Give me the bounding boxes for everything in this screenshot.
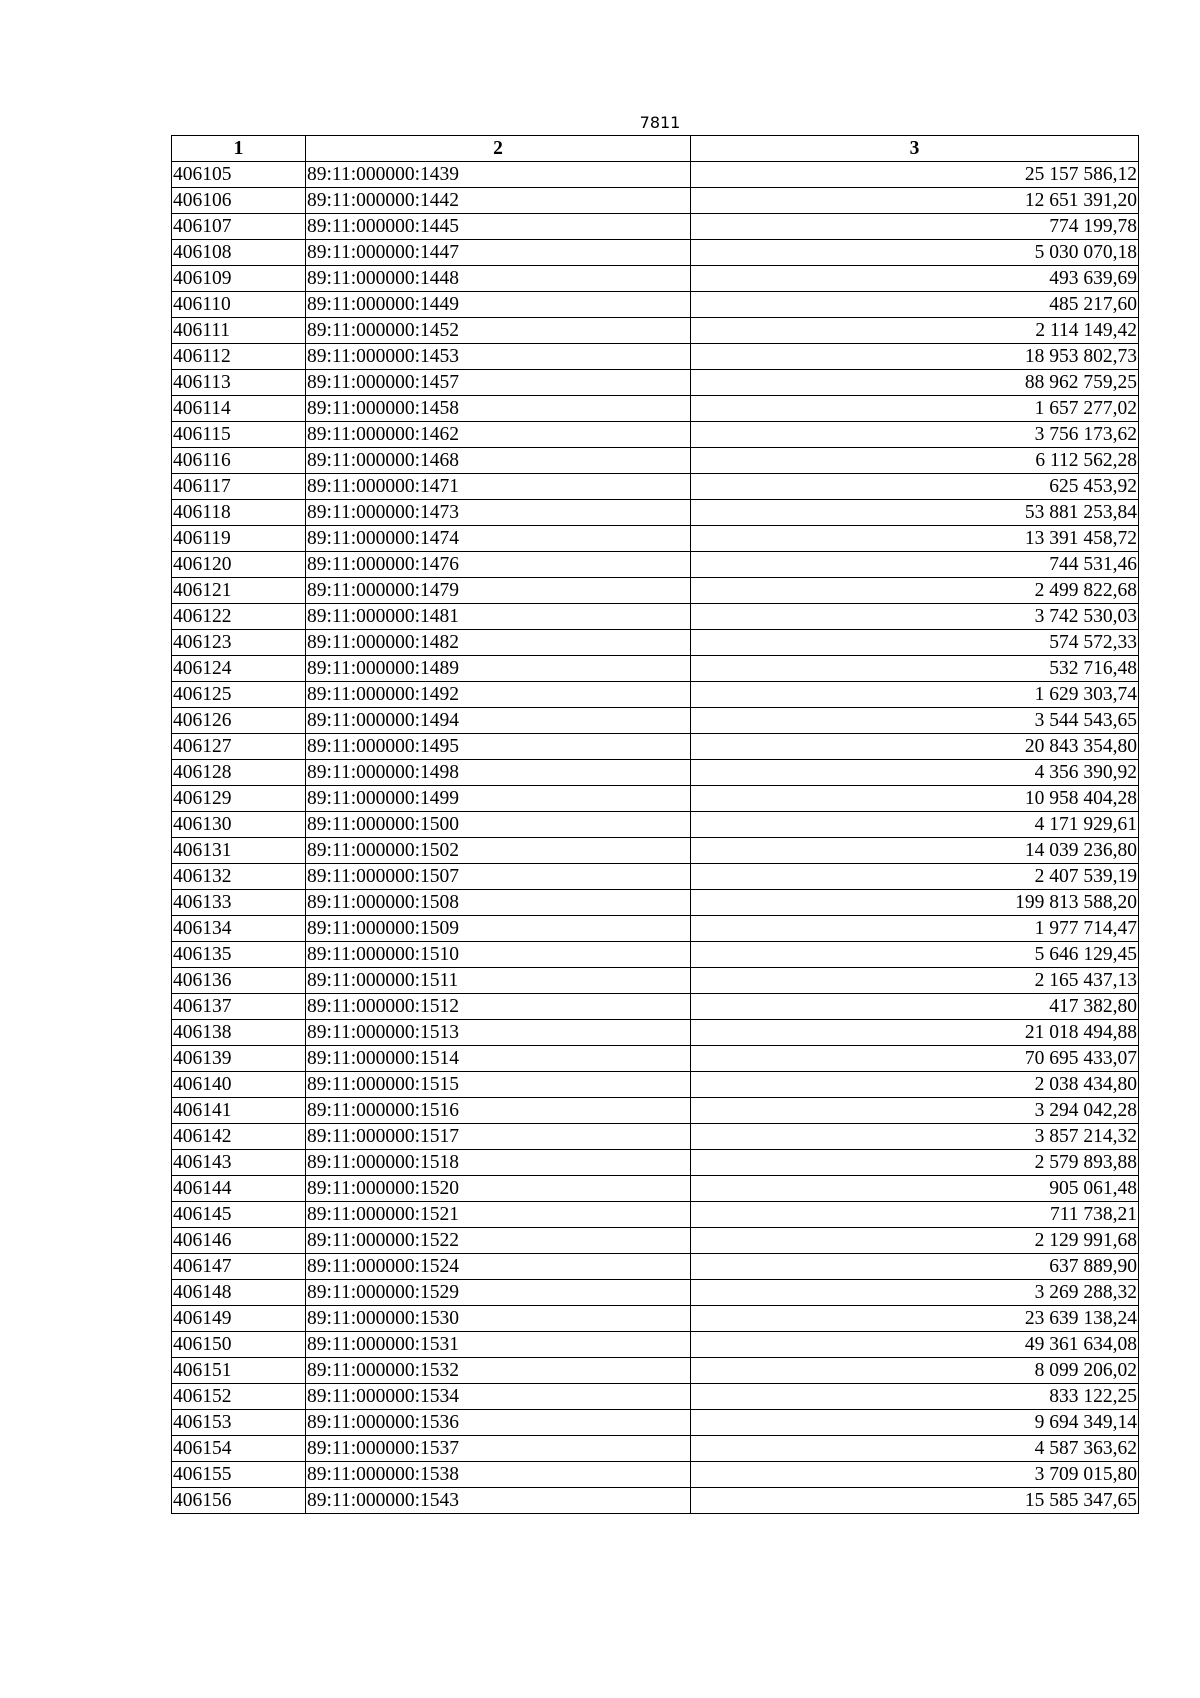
value-cell: 1 977 714,47 (691, 916, 1139, 942)
table-row (172, 1358, 1139, 1384)
row-number-cell: 406126 (172, 708, 306, 734)
row-number-cell: 406125 (172, 682, 306, 708)
row-number-cell: 406138 (172, 1020, 306, 1046)
row-number-cell: 406129 (172, 786, 306, 812)
value-cell: 4 171 929,61 (691, 812, 1139, 838)
cadastral-number-cell: 89:11:000000:1514 (306, 1046, 691, 1072)
value-cell: 4 587 363,62 (691, 1436, 1139, 1462)
value-cell: 21 018 494,88 (691, 1020, 1139, 1046)
cadastral-number-cell: 89:11:000000:1482 (306, 630, 691, 656)
table-row (172, 552, 1139, 578)
table-row (172, 214, 1139, 240)
cadastral-number-cell: 89:11:000000:1489 (306, 656, 691, 682)
table-row (172, 1410, 1139, 1436)
table-row (172, 604, 1139, 630)
table-row (172, 1462, 1139, 1488)
table-row (172, 916, 1139, 942)
table-row (172, 1046, 1139, 1072)
value-cell: 199 813 588,20 (691, 890, 1139, 916)
value-cell: 20 843 354,80 (691, 734, 1139, 760)
row-number-cell: 406143 (172, 1150, 306, 1176)
table-row (172, 682, 1139, 708)
cadastral-number-cell: 89:11:000000:1498 (306, 760, 691, 786)
value-cell: 3 857 214,32 (691, 1124, 1139, 1150)
row-number-cell: 406156 (172, 1488, 306, 1514)
cadastral-number-cell: 89:11:000000:1510 (306, 942, 691, 968)
table-row (172, 786, 1139, 812)
cadastral-number-cell: 89:11:000000:1473 (306, 500, 691, 526)
cadastral-number-cell: 89:11:000000:1524 (306, 1254, 691, 1280)
table-row (172, 1228, 1139, 1254)
value-cell: 53 881 253,84 (691, 500, 1139, 526)
cadastral-number-cell: 89:11:000000:1532 (306, 1358, 691, 1384)
value-cell: 493 639,69 (691, 266, 1139, 292)
table-row (172, 1488, 1139, 1514)
value-cell: 25 157 586,12 (691, 162, 1139, 188)
value-cell: 2 407 539,19 (691, 864, 1139, 890)
row-number-cell: 406147 (172, 1254, 306, 1280)
cadastral-number-cell: 89:11:000000:1518 (306, 1150, 691, 1176)
table-row (172, 1384, 1139, 1410)
cadastral-number-cell: 89:11:000000:1447 (306, 240, 691, 266)
table-row (172, 760, 1139, 786)
value-cell: 2 499 822,68 (691, 578, 1139, 604)
value-cell: 14 039 236,80 (691, 838, 1139, 864)
row-number-cell: 406153 (172, 1410, 306, 1436)
cadastral-number-cell: 89:11:000000:1449 (306, 292, 691, 318)
row-number-cell: 406136 (172, 968, 306, 994)
table-row (172, 266, 1139, 292)
value-cell: 15 585 347,65 (691, 1488, 1139, 1514)
value-cell: 1 657 277,02 (691, 396, 1139, 422)
row-number-cell: 406107 (172, 214, 306, 240)
table-row (172, 1098, 1139, 1124)
table-row (172, 188, 1139, 214)
row-number-cell: 406140 (172, 1072, 306, 1098)
row-number-cell: 406130 (172, 812, 306, 838)
value-cell: 905 061,48 (691, 1176, 1139, 1202)
page-number: 7811 (639, 113, 681, 132)
cadastral-number-cell: 89:11:000000:1457 (306, 370, 691, 396)
row-number-cell: 406145 (172, 1202, 306, 1228)
table-row (172, 630, 1139, 656)
table-row (172, 240, 1139, 266)
row-number-cell: 406114 (172, 396, 306, 422)
row-number-cell: 406127 (172, 734, 306, 760)
cadastral-number-cell: 89:11:000000:1462 (306, 422, 691, 448)
value-cell: 485 217,60 (691, 292, 1139, 318)
table-row (172, 1176, 1139, 1202)
value-cell: 2 038 434,80 (691, 1072, 1139, 1098)
cadastral-number-cell: 89:11:000000:1445 (306, 214, 691, 240)
value-cell: 417 382,80 (691, 994, 1139, 1020)
row-number-cell: 406108 (172, 240, 306, 266)
cadastral-number-cell: 89:11:000000:1499 (306, 786, 691, 812)
cadastral-number-cell: 89:11:000000:1500 (306, 812, 691, 838)
row-number-cell: 406155 (172, 1462, 306, 1488)
row-number-cell: 406105 (172, 162, 306, 188)
data-table (171, 135, 1139, 1514)
table-row (172, 812, 1139, 838)
row-number-cell: 406131 (172, 838, 306, 864)
row-number-cell: 406141 (172, 1098, 306, 1124)
cadastral-number-cell: 89:11:000000:1517 (306, 1124, 691, 1150)
row-number-cell: 406119 (172, 526, 306, 552)
table-row (172, 942, 1139, 968)
row-number-cell: 406118 (172, 500, 306, 526)
column-header-1: 1 (172, 136, 306, 162)
row-number-cell: 406123 (172, 630, 306, 656)
row-number-cell: 406132 (172, 864, 306, 890)
cadastral-number-cell: 89:11:000000:1492 (306, 682, 691, 708)
table-row (172, 162, 1139, 188)
table-row (172, 1280, 1139, 1306)
value-cell: 3 742 530,03 (691, 604, 1139, 630)
cadastral-number-cell: 89:11:000000:1481 (306, 604, 691, 630)
row-number-cell: 406112 (172, 344, 306, 370)
cadastral-number-cell: 89:11:000000:1537 (306, 1436, 691, 1462)
table-row (172, 1254, 1139, 1280)
cadastral-number-cell: 89:11:000000:1522 (306, 1228, 691, 1254)
cadastral-number-cell: 89:11:000000:1495 (306, 734, 691, 760)
table-row (172, 1332, 1139, 1358)
value-cell: 2 165 437,13 (691, 968, 1139, 994)
row-number-cell: 406116 (172, 448, 306, 474)
row-number-cell: 406106 (172, 188, 306, 214)
value-cell: 3 756 173,62 (691, 422, 1139, 448)
table-row (172, 708, 1139, 734)
cadastral-number-cell: 89:11:000000:1531 (306, 1332, 691, 1358)
row-number-cell: 406110 (172, 292, 306, 318)
row-number-cell: 406115 (172, 422, 306, 448)
row-number-cell: 406109 (172, 266, 306, 292)
table-row (172, 578, 1139, 604)
value-cell: 13 391 458,72 (691, 526, 1139, 552)
cadastral-number-cell: 89:11:000000:1509 (306, 916, 691, 942)
value-cell: 2 129 991,68 (691, 1228, 1139, 1254)
row-number-cell: 406128 (172, 760, 306, 786)
row-number-cell: 406113 (172, 370, 306, 396)
row-number-cell: 406142 (172, 1124, 306, 1150)
table-row (172, 1306, 1139, 1332)
cadastral-number-cell: 89:11:000000:1476 (306, 552, 691, 578)
row-number-cell: 406154 (172, 1436, 306, 1462)
cadastral-number-cell: 89:11:000000:1502 (306, 838, 691, 864)
table-row (172, 864, 1139, 890)
row-number-cell: 406144 (172, 1176, 306, 1202)
cadastral-number-cell: 89:11:000000:1513 (306, 1020, 691, 1046)
cadastral-number-cell: 89:11:000000:1442 (306, 188, 691, 214)
table-row (172, 448, 1139, 474)
value-cell: 23 639 138,24 (691, 1306, 1139, 1332)
row-number-cell: 406117 (172, 474, 306, 500)
cadastral-number-cell: 89:11:000000:1536 (306, 1410, 691, 1436)
cadastral-number-cell: 89:11:000000:1520 (306, 1176, 691, 1202)
row-number-cell: 406150 (172, 1332, 306, 1358)
table-row (172, 396, 1139, 422)
table-row (172, 1124, 1139, 1150)
cadastral-number-cell: 89:11:000000:1494 (306, 708, 691, 734)
cadastral-number-cell: 89:11:000000:1530 (306, 1306, 691, 1332)
table-row (172, 370, 1139, 396)
table-row (172, 1072, 1139, 1098)
row-number-cell: 406111 (172, 318, 306, 344)
value-cell: 1 629 303,74 (691, 682, 1139, 708)
value-cell: 6 112 562,28 (691, 448, 1139, 474)
value-cell: 8 099 206,02 (691, 1358, 1139, 1384)
cadastral-number-cell: 89:11:000000:1543 (306, 1488, 691, 1514)
value-cell: 637 889,90 (691, 1254, 1139, 1280)
value-cell: 12 651 391,20 (691, 188, 1139, 214)
table-row (172, 1020, 1139, 1046)
row-number-cell: 406139 (172, 1046, 306, 1072)
value-cell: 9 694 349,14 (691, 1410, 1139, 1436)
table-row (172, 474, 1139, 500)
cadastral-number-cell: 89:11:000000:1507 (306, 864, 691, 890)
table-row (172, 734, 1139, 760)
row-number-cell: 406120 (172, 552, 306, 578)
cadastral-number-cell: 89:11:000000:1453 (306, 344, 691, 370)
column-header-3: 3 (691, 136, 1139, 162)
row-number-cell: 406148 (172, 1280, 306, 1306)
table-row (172, 500, 1139, 526)
cadastral-number-cell: 89:11:000000:1516 (306, 1098, 691, 1124)
row-number-cell: 406152 (172, 1384, 306, 1410)
value-cell: 10 958 404,28 (691, 786, 1139, 812)
table-row (172, 656, 1139, 682)
value-cell: 4 356 390,92 (691, 760, 1139, 786)
cadastral-number-cell: 89:11:000000:1529 (306, 1280, 691, 1306)
cadastral-number-cell: 89:11:000000:1458 (306, 396, 691, 422)
table-row (172, 292, 1139, 318)
data-table-container (171, 135, 1139, 1514)
row-number-cell: 406124 (172, 656, 306, 682)
table-row (172, 968, 1139, 994)
value-cell: 2 579 893,88 (691, 1150, 1139, 1176)
row-number-cell: 406135 (172, 942, 306, 968)
value-cell: 3 294 042,28 (691, 1098, 1139, 1124)
row-number-cell: 406121 (172, 578, 306, 604)
cadastral-number-cell: 89:11:000000:1452 (306, 318, 691, 344)
row-number-cell: 406151 (172, 1358, 306, 1384)
cadastral-number-cell: 89:11:000000:1468 (306, 448, 691, 474)
value-cell: 833 122,25 (691, 1384, 1139, 1410)
row-number-cell: 406146 (172, 1228, 306, 1254)
cadastral-number-cell: 89:11:000000:1471 (306, 474, 691, 500)
table-row (172, 318, 1139, 344)
table-row (172, 838, 1139, 864)
value-cell: 70 695 433,07 (691, 1046, 1139, 1072)
cadastral-number-cell: 89:11:000000:1474 (306, 526, 691, 552)
table-body (172, 162, 1139, 1514)
row-number-cell: 406133 (172, 890, 306, 916)
value-cell: 2 114 149,42 (691, 318, 1139, 344)
row-number-cell: 406149 (172, 1306, 306, 1332)
value-cell: 774 199,78 (691, 214, 1139, 240)
cadastral-number-cell: 89:11:000000:1515 (306, 1072, 691, 1098)
row-number-cell: 406134 (172, 916, 306, 942)
cadastral-number-cell: 89:11:000000:1511 (306, 968, 691, 994)
column-header-2: 2 (306, 136, 691, 162)
table-row (172, 1436, 1139, 1462)
value-cell: 49 361 634,08 (691, 1332, 1139, 1358)
cadastral-number-cell: 89:11:000000:1508 (306, 890, 691, 916)
row-number-cell: 406137 (172, 994, 306, 1020)
cadastral-number-cell: 89:11:000000:1538 (306, 1462, 691, 1488)
table-row (172, 344, 1139, 370)
value-cell: 574 572,33 (691, 630, 1139, 656)
table-row (172, 1150, 1139, 1176)
value-cell: 532 716,48 (691, 656, 1139, 682)
value-cell: 18 953 802,73 (691, 344, 1139, 370)
cadastral-number-cell: 89:11:000000:1448 (306, 266, 691, 292)
value-cell: 744 531,46 (691, 552, 1139, 578)
cadastral-number-cell: 89:11:000000:1521 (306, 1202, 691, 1228)
value-cell: 625 453,92 (691, 474, 1139, 500)
table-row (172, 422, 1139, 448)
cadastral-number-cell: 89:11:000000:1439 (306, 162, 691, 188)
value-cell: 3 544 543,65 (691, 708, 1139, 734)
value-cell: 3 709 015,80 (691, 1462, 1139, 1488)
cadastral-number-cell: 89:11:000000:1512 (306, 994, 691, 1020)
value-cell: 88 962 759,25 (691, 370, 1139, 396)
value-cell: 711 738,21 (691, 1202, 1139, 1228)
value-cell: 3 269 288,32 (691, 1280, 1139, 1306)
cadastral-number-cell: 89:11:000000:1534 (306, 1384, 691, 1410)
cadastral-number-cell: 89:11:000000:1479 (306, 578, 691, 604)
table-header-row (172, 136, 1139, 162)
table-row (172, 890, 1139, 916)
row-number-cell: 406122 (172, 604, 306, 630)
value-cell: 5 646 129,45 (691, 942, 1139, 968)
table-row (172, 526, 1139, 552)
table-row (172, 994, 1139, 1020)
value-cell: 5 030 070,18 (691, 240, 1139, 266)
table-row (172, 1202, 1139, 1228)
